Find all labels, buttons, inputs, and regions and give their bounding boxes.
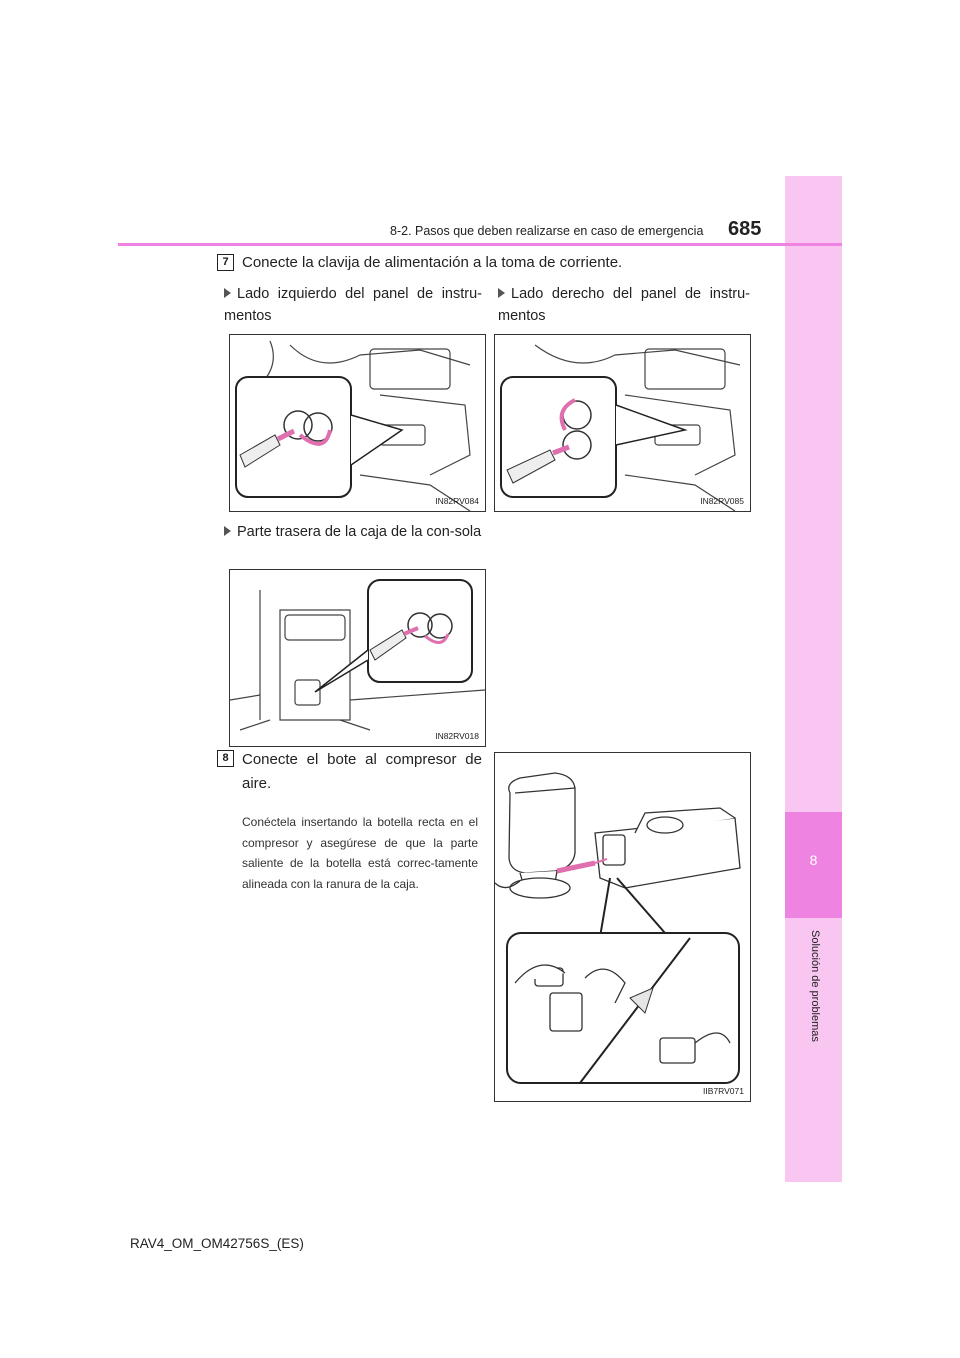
bullet-console-rear: Parte trasera de la caja de la con-sola [224,521,482,543]
bullet-right-panel: Lado derecho del panel de instru-mentos [498,286,750,324]
step-paragraph: Conéctela insertando la botella recta en el compresor y asegúrese de que la parte saliente de la botella está correc-tamente alineada con la ranura de la caja. [242,815,478,891]
figure-code: IN82RV085 [700,496,744,506]
step-text: Conecte el bote al compresor de aire. [242,751,482,792]
step-number-badge: 7 [217,254,234,271]
document-id: RAV4_OM_OM42756S_(ES) [130,1236,304,1251]
chapter-title: Solución de problemas [809,930,821,1042]
figure-code: IN82RV018 [435,731,479,741]
figure-code: IIB7RV071 [703,1086,744,1096]
step-text: Conecte la clavija de alimentación a la toma de corriente. [242,254,623,271]
bullet-marker-icon [224,288,231,298]
figure-compressor-bottle [494,752,751,1102]
bullet-left-panel: Lado izquierdo del panel de instru-mentos [224,286,482,324]
figure-right-dashboard [494,334,751,512]
chapter-number: 8 [809,852,818,868]
bullet-marker-icon [498,288,505,298]
step-number-badge: 8 [217,750,234,767]
section-title: 8-2. Pasos que deben realizarse en caso de emergencia [390,224,704,238]
page-number: 685 [728,218,762,240]
bullet-marker-icon [224,526,231,536]
header-divider [118,243,842,246]
figure-left-dashboard [229,334,486,512]
figure-code: IN82RV084 [435,496,479,506]
figure-console-rear [229,569,486,747]
